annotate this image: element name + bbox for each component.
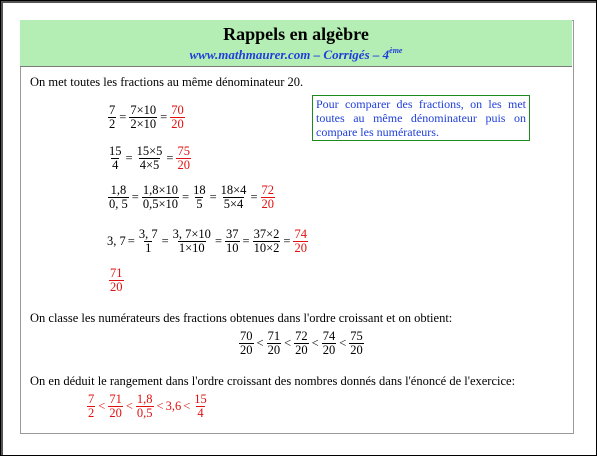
fraction: $\frac{37}{10}$	[226, 227, 239, 255]
fraction: $\frac{15}{4}$	[109, 144, 122, 172]
page-header	[20, 20, 572, 67]
decimal-value: 3, 7	[107, 234, 126, 248]
page-subtitle	[20, 46, 572, 63]
classe-text: On classe les numérateurs des fractions obtenues dans l'ordre croissant et on obtient:	[30, 311, 453, 325]
fraction: $\frac{37\times 2}{10\times 2}$	[253, 227, 280, 255]
deduit-text: On en déduit le rangement dans l'ordre croissant des nombres donnés dans l'énoncé de l'exercice:	[30, 374, 516, 388]
fraction: $\frac{70}{20}$	[240, 329, 253, 357]
fraction: $\frac{15}{4}$	[194, 392, 207, 420]
fraction: $\frac{71}{20}$	[109, 392, 122, 420]
result-fraction: $\frac{71}{20}$	[110, 266, 123, 294]
subtitle-text: – Corrigés – 4	[310, 47, 390, 62]
fraction: $\frac{71}{20}$	[267, 329, 281, 357]
ordered-fractions: $\frac{70}{20}$ < $\frac{71}{20}$ < $\frac{72}{20}$ < $\frac{74}{20}$ < $\frac{75}{20}$	[240, 329, 363, 357]
result-fraction: $\frac{74}{20}$	[294, 227, 307, 255]
tip-box: Pour comparer des fractions, on les met toutes au même dénominateur puis on compare les numérateurs.	[312, 95, 530, 141]
level-superscript: ème	[389, 46, 403, 55]
site-link[interactable]: www.mathmaurer.com	[189, 47, 311, 62]
fraction: $\frac{75}{20}$	[350, 329, 363, 357]
page-title: Rappels en algèbre	[223, 24, 369, 44]
equation-row-5	[108, 267, 125, 294]
fraction: $\frac{74}{20}$	[322, 329, 336, 357]
intro-text: On met toutes les fractions au même dénominateur 20.	[30, 75, 304, 89]
result-fraction: $\frac{72}{20}$	[261, 183, 274, 211]
fraction: $\frac{7}{2}$	[88, 392, 95, 420]
equation-row-1: $\frac{7}{2}$ = $\frac{7\times 10}{2\times 10}$ = $\frac{70}{20}$	[109, 103, 184, 131]
decimal-value: 3,6	[165, 399, 182, 413]
fraction: $\frac{1,8}{0,5}$	[136, 392, 153, 420]
fraction: $\frac{3, 7\times 10}{1\times 10}$	[172, 227, 211, 255]
result-fraction: $\frac{75}{20}$	[177, 144, 190, 172]
fraction: $\frac{1,8\times 10}{0,5\times 10}$	[142, 183, 178, 211]
fraction: $\frac{1,8}{0, 5}$	[109, 183, 128, 211]
fraction: $\frac{7\times 10}{2\times 10}$	[130, 103, 157, 131]
fraction: $\frac{18\times 4}{5\times 4}$	[220, 183, 247, 211]
fraction: $\frac{7}{2}$	[109, 103, 116, 131]
final-ordering: $\frac{7}{2}$ < $\frac{71}{20}$ < $\frac{1,8}{0,5}$ < 3,6 < $\frac{15}{4}$	[88, 392, 207, 420]
equation-row-2: $\frac{15}{4}$ = $\frac{15\times 5}{4\times 5}$ = $\frac{75}{20}$	[109, 144, 190, 172]
fraction: $\frac{18}{5}$	[193, 183, 206, 211]
equation-row-4: 3, 7 = $\frac{3, 7}{1}$ = $\frac{3, 7\times 10}{1\times 10}$ = $\frac{37}{10}$ = $\frac{37\times 2}{10\times 2}$ = $\frac{74}{20}$	[107, 227, 307, 255]
equation-row-3: $\frac{1,8}{0, 5}$ = $\frac{1,8\times 10}{0,5\times 10}$ = $\frac{18}{5}$ = $\frac{18\times 4}{5\times 4}$ = $\frac{72}{20}$	[109, 183, 274, 211]
fraction: $\frac{15\times 5}{4\times 5}$	[136, 144, 163, 172]
result-fraction: $\frac{70}{20}$	[171, 103, 184, 131]
fraction: $\frac{3, 7}{1}$	[138, 227, 158, 255]
fraction: $\frac{72}{20}$	[295, 329, 308, 357]
